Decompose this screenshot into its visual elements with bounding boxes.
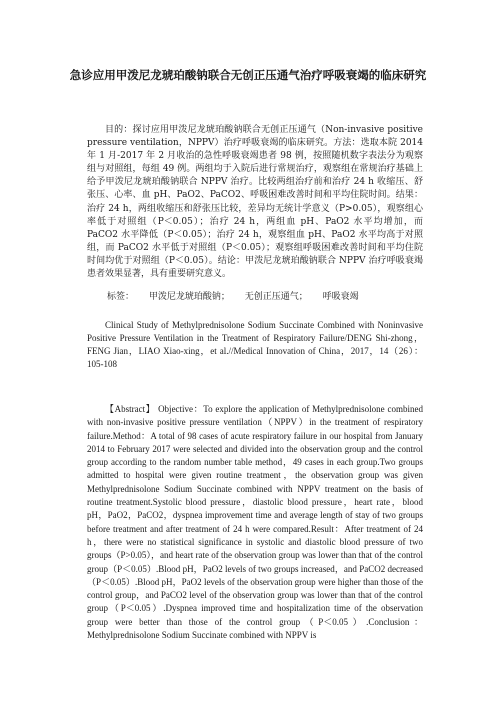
abstract-label: 【Abstract】 <box>105 404 156 414</box>
chinese-abstract: 目的：探讨应用甲泼尼龙琥珀酸钠联合无创正压通气（Non-invasive positive pressure ventilation，NPPV）治疗呼吸衰竭的临床研究。方法：选取本院 2014 年 1 月-2017 年 2 月收治的急性呼吸衰竭患者 98 例，按照随机数字表法分为观察组与对照组，每组 49 例。两组均于入院后进行常规治疗，观察组在常规治疗基础上给予甲泼尼龙琥珀酸钠联合 NPPV 治疗。比较两组治疗前和治疗 24 h 收缩压、舒张压、心率、血 pH、PaO2、PaCO2、呼吸困难改善时间和平均住院时间。结果：治疗 24 h，两组收缩压和舒张压比较，差异均无统计学意义（P>0.05），观察组心率低于对照组（P＜0.05）；治疗 24 h，两组血 pH、PaO2 水平均增加，而 PaCO2 水平降低（P＜0.05）；治疗 24 h，观察组血 pH、PaO2 水平均高于对照组，而 PaCO2 水平低于对照组（P＜0.05）；观察组呼吸困难改善时间和平均住院时间均优于对照组（P＜0.05）。结论：甲泼尼龙琥珀酸钠联合 NPPV 治疗呼吸衰竭患者效果显著，具有重要研究意义。 <box>87 125 423 280</box>
keyword-item: 无创正压通气； <box>244 292 308 302</box>
english-abstract <box>87 403 423 642</box>
keywords-line <box>107 291 423 304</box>
english-abstract-body: Objective：To explore the application of Methylprednisolone combined with non-invasive positive pressure ventilation（NPPV）in the treatment of respiratory failure.Method：A total of 98 cases of acute respiratory failure in our hospital from January 2014 to February 2017 were selected and divided into the observation group and the control group according to the random number table method，49 cases in each group.Two groups admitted to hospital were given routine treatment，the observation group was given Methylprednisolone Sodium Succinate combined with NPPV treatment on the basis of routine treatment.Systolic blood pressure，diastolic blood pressure，heart rate，blood pH，PaO2，PaCO2，dyspnea improvement time and average length of stay of two groups before treatment and after treatment of 24 h were compared.Result：After treatment of 24 h，there were no statistical significance in systolic and diastolic blood pressure of two groups（P>0.05），and heart rate of the observation group was lower than that of the control group（P＜0.05）.Blood pH，PaO2 levels of two groups increased，and PaCO2 decreased（P＜0.05）.Blood pH，PaO2 levels of the observation group were higher than those of the control group，and PaCO2 level of the observation group was lower than that of the control group（P＜0.05）.Dyspnea improved time and hospitalization time of the observation group were better than those of the control group（P＜0.05）.Conclusion：Methylprednisolone Sodium Succinate combined with NPPV is <box>87 404 423 641</box>
keyword-item: 甲泼尼龙琥珀酸钠； <box>148 292 230 302</box>
paper-title: 急诊应用甲泼尼龙琥珀酸钠联合无创正压通气治疗呼吸衰竭的临床研究 <box>69 68 427 82</box>
keywords-label: 标签： <box>107 292 135 302</box>
english-citation: Clinical Study of Methylprednisolone Sodium Succinate Combined with Noninvasive Positive Pressure Ventilation in the Treatment of Respiratory Failure/DENG Shi-zhong，FENG Jian，LIAO Xiao-xing，et al.//Medical Innovation of China，2017，14（26）：105-108 <box>87 320 423 369</box>
keyword-item: 呼吸衰竭 <box>322 292 359 302</box>
